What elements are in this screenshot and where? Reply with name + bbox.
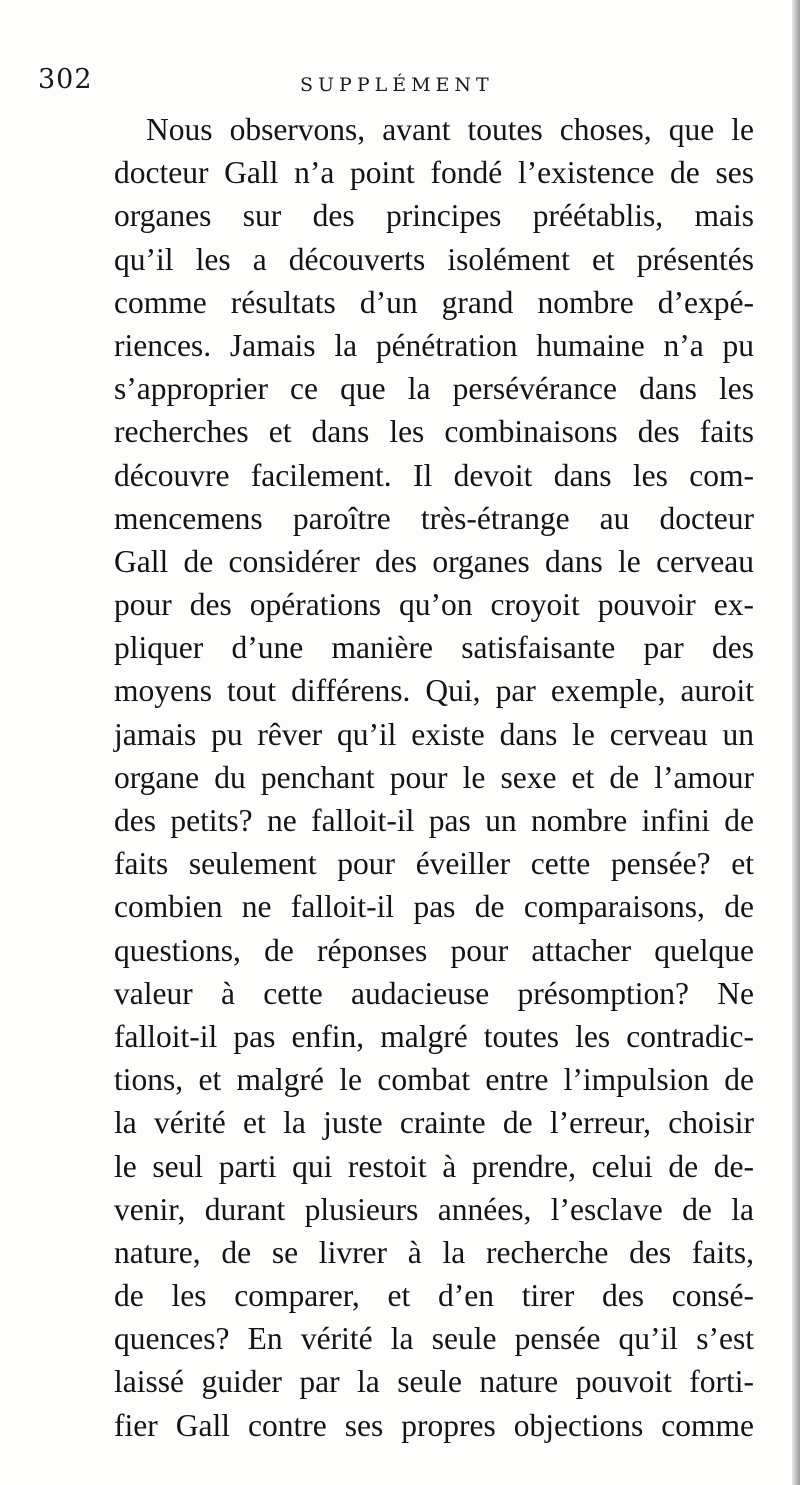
page-header <box>38 64 738 104</box>
text-line: organes sur des principes préétablis, mais <box>114 198 754 234</box>
page-edge-shadow <box>792 0 800 1485</box>
text-line: pour des opérations qu’on croyoit pouvoir ex- <box>114 587 754 623</box>
page-number: 302 <box>38 64 93 95</box>
text-line: Gall de considérer des organes dans le cerveau <box>114 543 754 579</box>
text-line: le seul parti qui restoit à prendre, celui de de- <box>114 1148 754 1184</box>
text-line: mencemens paroître très-étrange au docteur <box>114 500 754 536</box>
text-line: recherches et dans les combinaisons des faits <box>114 414 754 450</box>
text-line: des petits? ne falloit-il pas un nombre infini de <box>114 803 754 838</box>
text-line: fier Gall contre ses propres objections comme <box>114 1407 754 1443</box>
text-line: s’approprier ce que la persévérance dans les <box>114 371 754 407</box>
text-line: docteur Gall n’a point fondé l’existence de ses <box>114 155 754 191</box>
text-line: quences? En vérité la seule pensée qu’il s’est <box>114 1321 754 1357</box>
text-line: valeur à cette audacieuse présomption? Ne <box>114 975 754 1011</box>
text-line: comme résultats d’un grand nombre d’expé- <box>114 284 754 320</box>
text-line: riences. Jamais la pénétration humaine n’a pu <box>114 327 754 363</box>
text-line: jamais pu rêver qu’il existe dans le cerveau un <box>114 716 754 752</box>
running-head: SUPPLÉMENT <box>300 74 494 96</box>
text-line: la vérité et la juste crainte de l’erreur, choisir <box>114 1105 754 1141</box>
text-line: qu’il les a découverts isolément et présentés <box>114 241 754 277</box>
text-line: pliquer d’une manière satisfaisante par des <box>114 630 754 666</box>
text-line: découvre facilement. Il devoit dans les com- <box>114 457 754 493</box>
text-line: venir, durant plusieurs années, l’esclave de la <box>114 1191 754 1227</box>
text-line: de les comparer, et d’en tirer des consé- <box>114 1278 754 1314</box>
body-text <box>114 108 754 1447</box>
text-line: Nous observons, avant toutes choses, que le <box>146 112 754 147</box>
text-line: nature, de se livrer à la recherche des faits, <box>114 1234 754 1270</box>
text-line: faits seulement pour éveiller cette pensée? et <box>114 846 754 882</box>
text-line: organe du penchant pour le sexe et de l’amour <box>114 759 754 795</box>
text-line: combien ne falloit-il pas de comparaisons, de <box>114 889 754 925</box>
text-line: moyens tout différens. Qui, par exemple, auroit <box>114 673 754 709</box>
text-line: falloit-il pas enfin, malgré toutes les contradic- <box>114 1018 754 1054</box>
text-line: tions, et malgré le combat entre l’impulsion de <box>114 1062 754 1098</box>
text-line: laissé guider par la seule nature pouvoit forti- <box>114 1364 754 1400</box>
text-line: questions, de réponses pour attacher quelque <box>114 932 754 968</box>
